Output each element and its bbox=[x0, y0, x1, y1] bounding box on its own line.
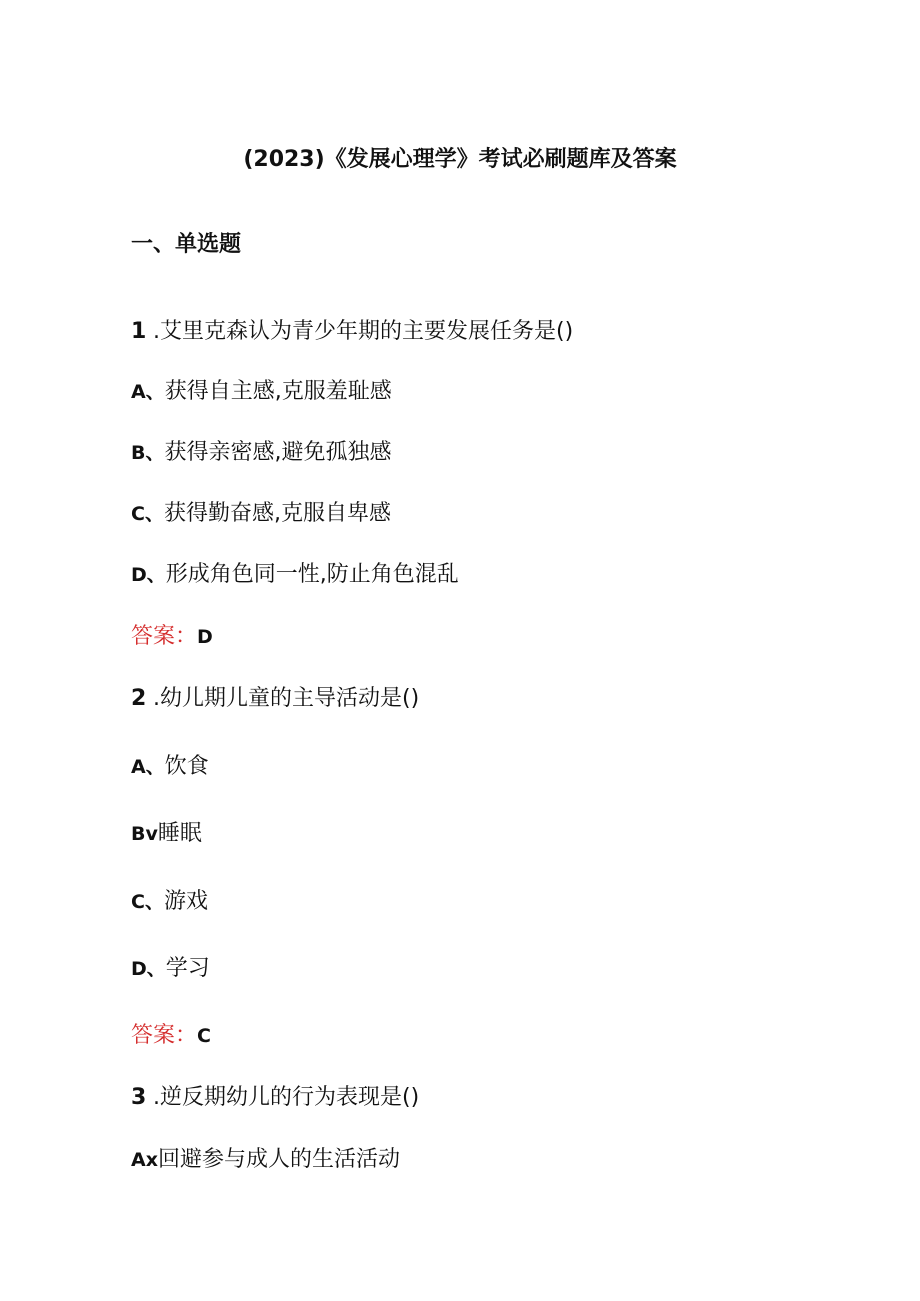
option-text: 回避参与成人的生活活动 bbox=[157, 1147, 400, 1172]
question-text: .艾里克森认为青少年期的主要发展任务是() bbox=[153, 319, 574, 344]
option-text: 游戏 bbox=[163, 889, 208, 914]
option-2b bbox=[131, 820, 202, 848]
option-2d bbox=[131, 955, 210, 983]
option-key: C、 bbox=[131, 891, 164, 913]
option-text: 学习 bbox=[165, 956, 210, 981]
option-text: 获得勤奋感,克服自卑感 bbox=[163, 501, 391, 526]
option-key: D、 bbox=[131, 958, 166, 980]
option-text: 睡眠 bbox=[157, 821, 202, 846]
answer-2 bbox=[131, 1022, 211, 1050]
option-key: D、 bbox=[131, 564, 166, 586]
option-2c bbox=[131, 888, 208, 916]
answer-label: 答案： bbox=[131, 1023, 198, 1048]
answer-label: 答案： bbox=[131, 624, 198, 649]
option-1a bbox=[131, 378, 392, 406]
option-2a bbox=[131, 753, 209, 781]
question-number: 3 bbox=[131, 1085, 147, 1110]
option-key: A、 bbox=[131, 756, 165, 778]
option-key: B、 bbox=[131, 442, 165, 464]
option-text: 形成角色同一性,防止角色混乱 bbox=[165, 562, 459, 587]
option-3a bbox=[131, 1146, 400, 1174]
question-number: 1 bbox=[131, 319, 147, 344]
option-1c bbox=[131, 500, 391, 528]
question-3 bbox=[131, 1084, 419, 1112]
option-key: Ax bbox=[131, 1149, 158, 1171]
option-text: 饮食 bbox=[164, 754, 209, 779]
option-key: A、 bbox=[131, 381, 165, 403]
option-key: C、 bbox=[131, 503, 164, 525]
option-1d bbox=[131, 561, 459, 589]
question-text: .幼儿期儿童的主导活动是() bbox=[153, 686, 420, 711]
question-1 bbox=[131, 318, 573, 346]
question-number: 2 bbox=[131, 686, 147, 711]
option-text: 获得自主感,克服羞耻感 bbox=[164, 379, 392, 404]
answer-value: C bbox=[197, 1025, 211, 1047]
option-1b bbox=[131, 439, 391, 467]
document-title: (2023)《发展心理学》考试必刷题库及答案 bbox=[243, 147, 677, 172]
option-key: Bv bbox=[131, 823, 158, 845]
section-heading: 一、单选题 bbox=[131, 232, 242, 257]
answer-value: D bbox=[197, 626, 213, 648]
question-text: .逆反期幼儿的行为表现是() bbox=[153, 1085, 420, 1110]
answer-1 bbox=[131, 623, 213, 651]
option-text: 获得亲密感,避免孤独感 bbox=[164, 440, 392, 465]
question-2 bbox=[131, 685, 419, 713]
